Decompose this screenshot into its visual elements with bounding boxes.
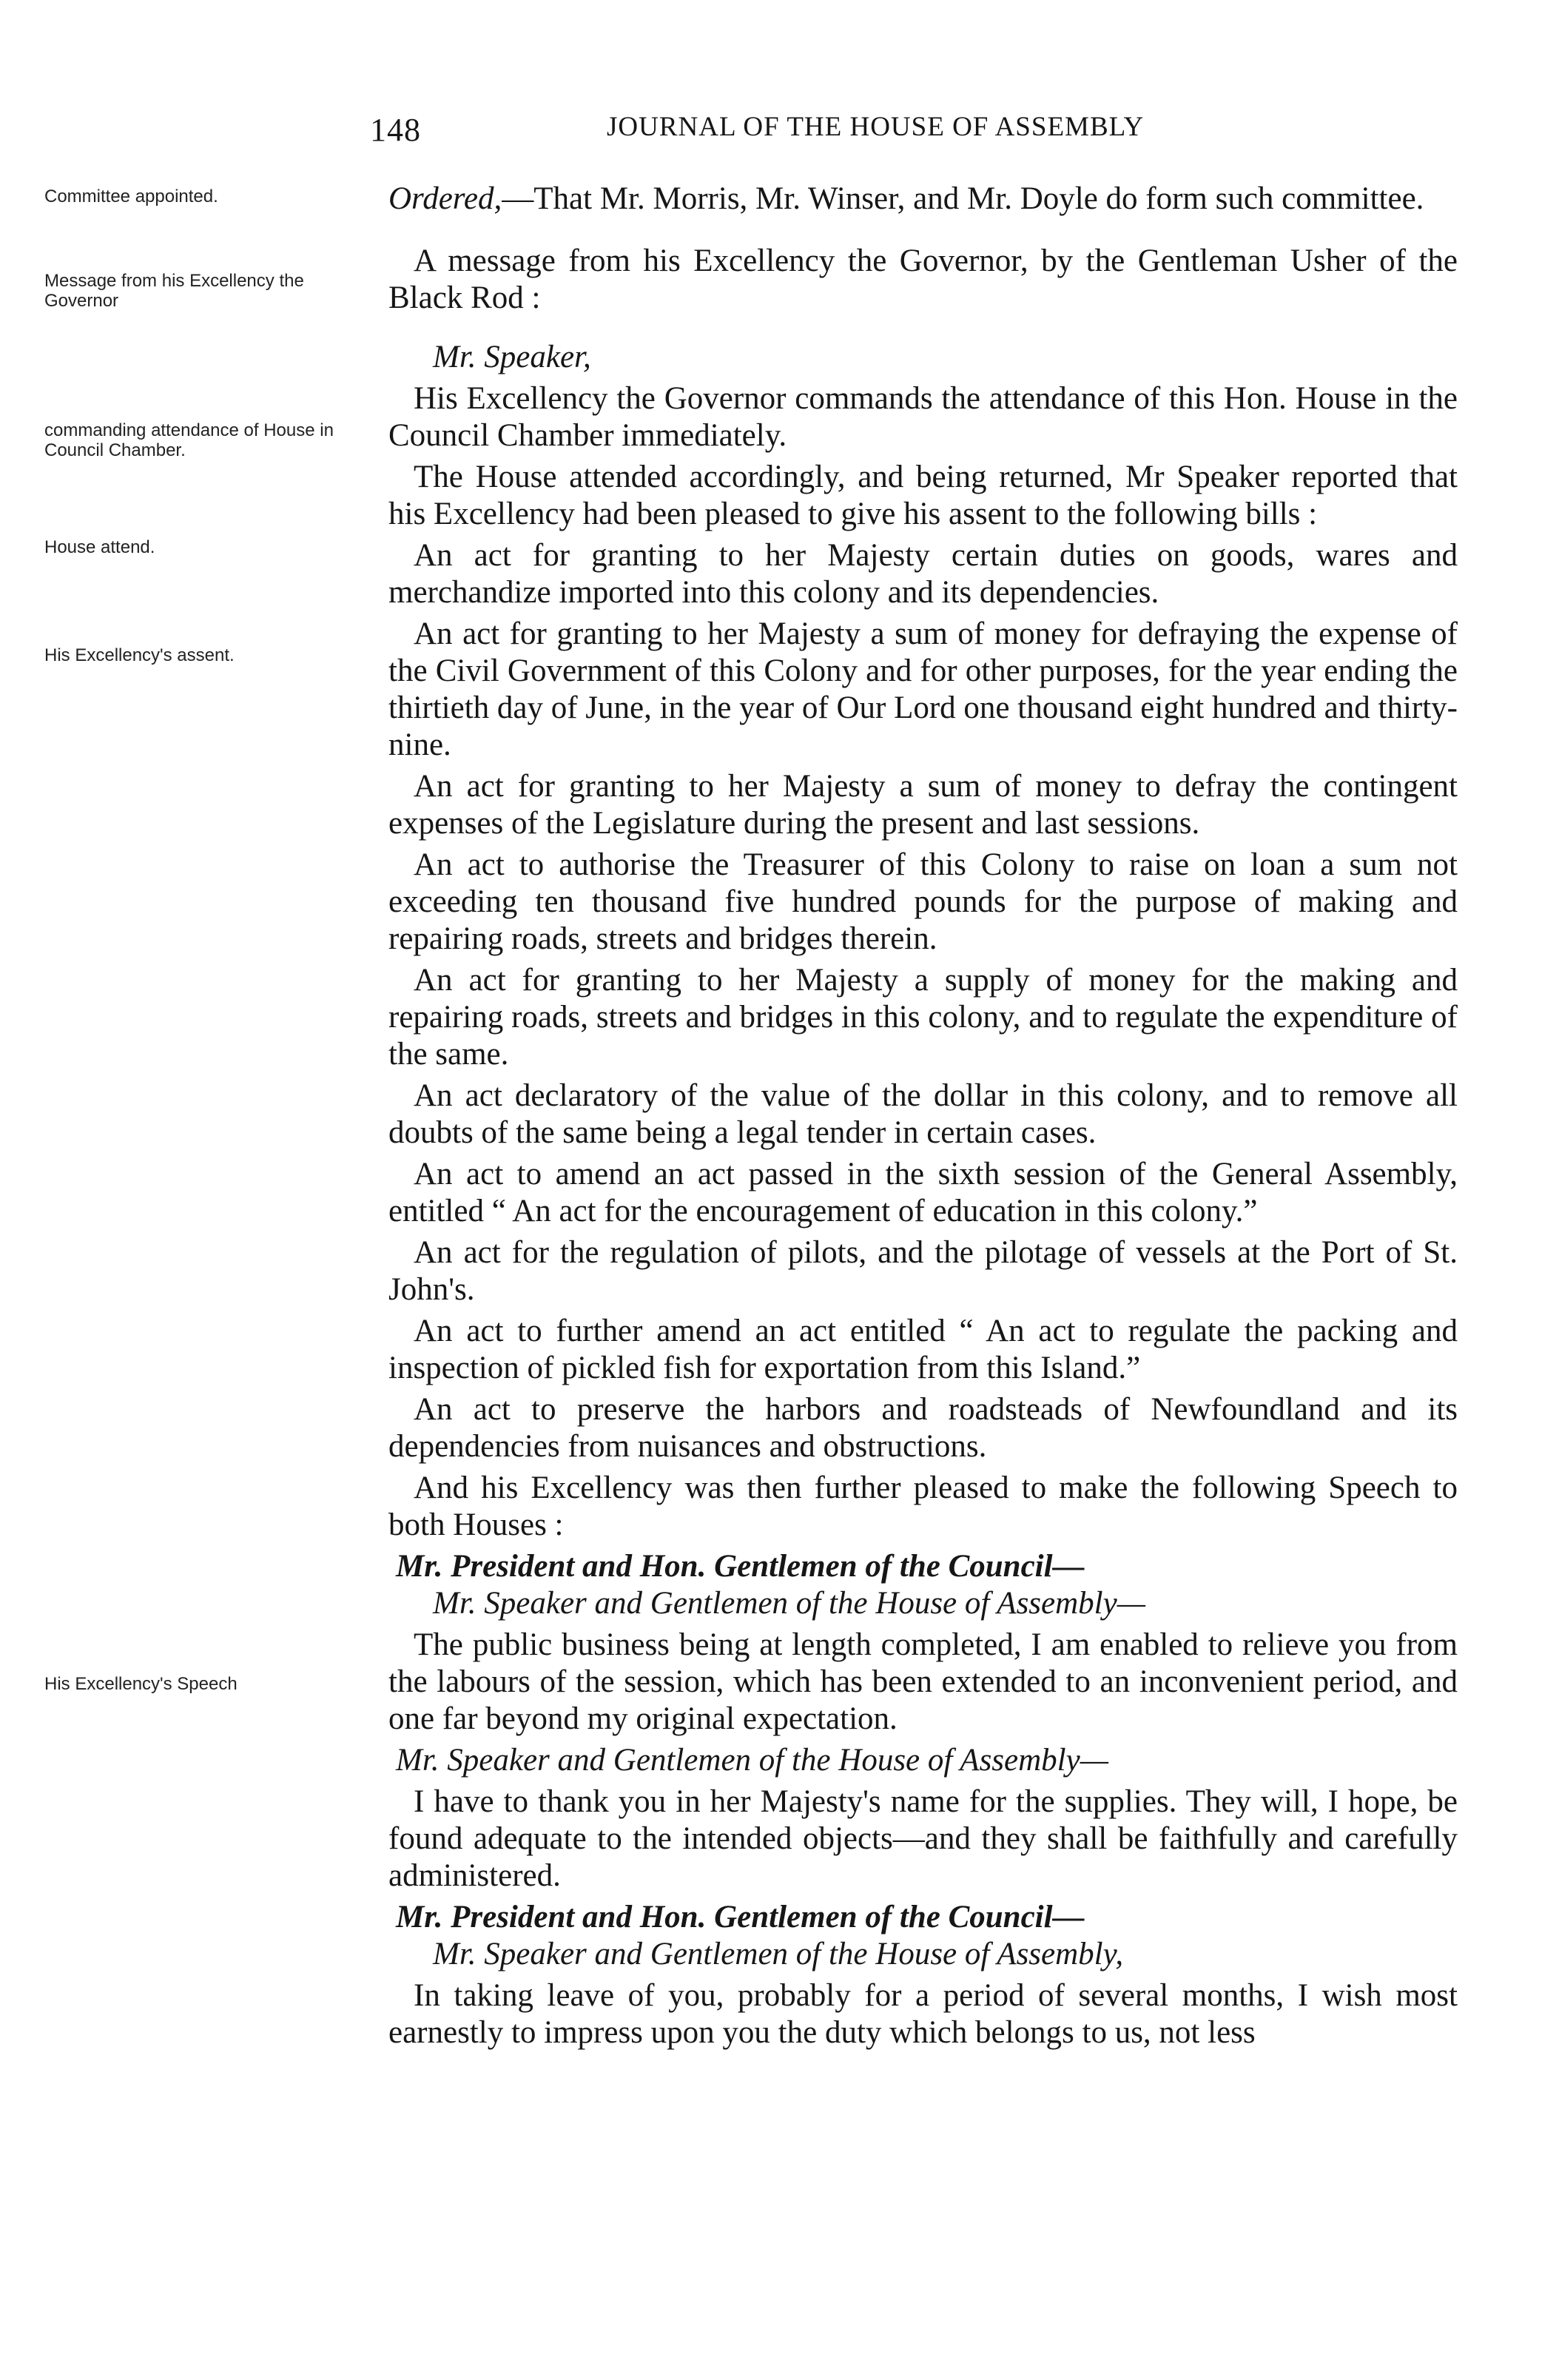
house-attended-paragraph: The House attended accordingly, and being returned, Mr Speaker reported that his Excellency had been pleased to give his assent to the following bills : bbox=[388, 460, 1458, 531]
command-paragraph: His Excellency the Governor commands the attendance of this Hon. House in the Council Chamber immediately. bbox=[388, 381, 1458, 453]
act-item: An act for granting to her Majesty certain duties on goods, wares and merchandize imported into this colony and its dependencies. bbox=[388, 538, 1458, 610]
ordered-text: —That Mr. Morris, Mr. Winser, and Mr. Doyle do form such committee. bbox=[502, 181, 1424, 216]
salutation-assembly: Mr. Speaker and Gentlemen of the House of Assembly— bbox=[433, 1586, 1145, 1621]
sidenote-committee-appointed: Committee appointed. bbox=[44, 186, 218, 206]
act-item: An act to authorise the Treasurer of this Colony to raise on loan a sum not exceeding ten thousand five hundred pounds for the purpose of making and repairing roads, streets and bridges therein. bbox=[388, 847, 1458, 956]
act-item: An act to amend an act passed in the sixth session of the General Assembly, entitled “ An act for the encouragement of education in this colony.” bbox=[388, 1157, 1458, 1228]
speech-paragraph: I have to thank you in her Majesty's name for the supplies. They will, I hope, be found adequate to the intended objects—and they shall be faithfully and carefully administered. bbox=[388, 1784, 1458, 1893]
running-title: JOURNAL OF THE HOUSE OF ASSEMBLY bbox=[607, 112, 1145, 142]
ordered-word: Ordered, bbox=[388, 181, 502, 216]
act-item: An act to preserve the harbors and roadsteads of Newfoundland and its dependencies from nuisances and obstructions. bbox=[388, 1392, 1458, 1464]
salutation-assembly: Mr. Speaker and Gentlemen of the House of Assembly— bbox=[396, 1743, 1108, 1778]
message-paragraph: A message from his Excellency the Governor, by the Gentleman Usher of the Black Rod : bbox=[388, 243, 1458, 315]
act-item: An act for granting to her Majesty a supply of money for the making and repairing roads, streets and bridges in this colony, and to regulate the expenditure of the same. bbox=[388, 963, 1458, 1072]
act-item: An act for granting to her Majesty a sum of money for defraying the expense of the Civil Government of this Colony and for other purposes, for the year ending the thirtieth day of June, in the year of Our Lord one thousand eight hundred and thirty-nine. bbox=[388, 616, 1458, 762]
salutation-speaker: Mr. Speaker, bbox=[433, 340, 591, 374]
speech-paragraph: In taking leave of you, probably for a period of several months, I wish most earnestly to impress upon you the duty which belongs to us, not less bbox=[388, 1978, 1458, 2050]
act-item: An act to further amend an act entitled “ An act to regulate the packing and inspection of pickled fish for exportation from this Island.” bbox=[388, 1314, 1458, 1385]
sidenote-excellency-assent: His Excellency's assent. bbox=[44, 645, 235, 665]
salutation-council: Mr. President and Hon. Gentlemen of the Council— bbox=[396, 1900, 1085, 1934]
sidenote-excellency-speech: His Excellency's Speech bbox=[44, 1674, 238, 1694]
act-item: An act for the regulation of pilots, and the pilotage of vessels at the Port of St. John's. bbox=[388, 1235, 1458, 1307]
speech-paragraph: The public business being at length completed, I am enabled to relieve you from the labours of the session, which has been extended to an inconvenient period, and one far beyond my original expectation. bbox=[388, 1627, 1458, 1736]
act-item: An act for granting to her Majesty a sum of money to defray the contingent expenses of the Legislature during the present and last sessions. bbox=[388, 769, 1458, 841]
salutation-council: Mr. President and Hon. Gentlemen of the Council— bbox=[396, 1549, 1085, 1584]
sidenote-message-from-governor: Message from his Excellency the Governor bbox=[44, 271, 304, 311]
main-text-column bbox=[388, 181, 1458, 2051]
speech-intro: And his Excellency was then further pleased to make the following Speech to both Houses : bbox=[388, 1470, 1458, 1542]
page-number: 148 bbox=[370, 112, 421, 148]
sidenote-commanding-attendance: commanding attendance of House in Council Chamber. bbox=[44, 420, 334, 460]
sidenote-house-attend: House attend. bbox=[44, 537, 155, 557]
ordered-paragraph bbox=[388, 181, 1458, 218]
act-item: An act declaratory of the value of the dollar in this colony, and to remove all doubts of the same being a legal tender in certain cases. bbox=[388, 1078, 1458, 1150]
salutation-assembly: Mr. Speaker and Gentlemen of the House of Assembly, bbox=[433, 1937, 1124, 1971]
